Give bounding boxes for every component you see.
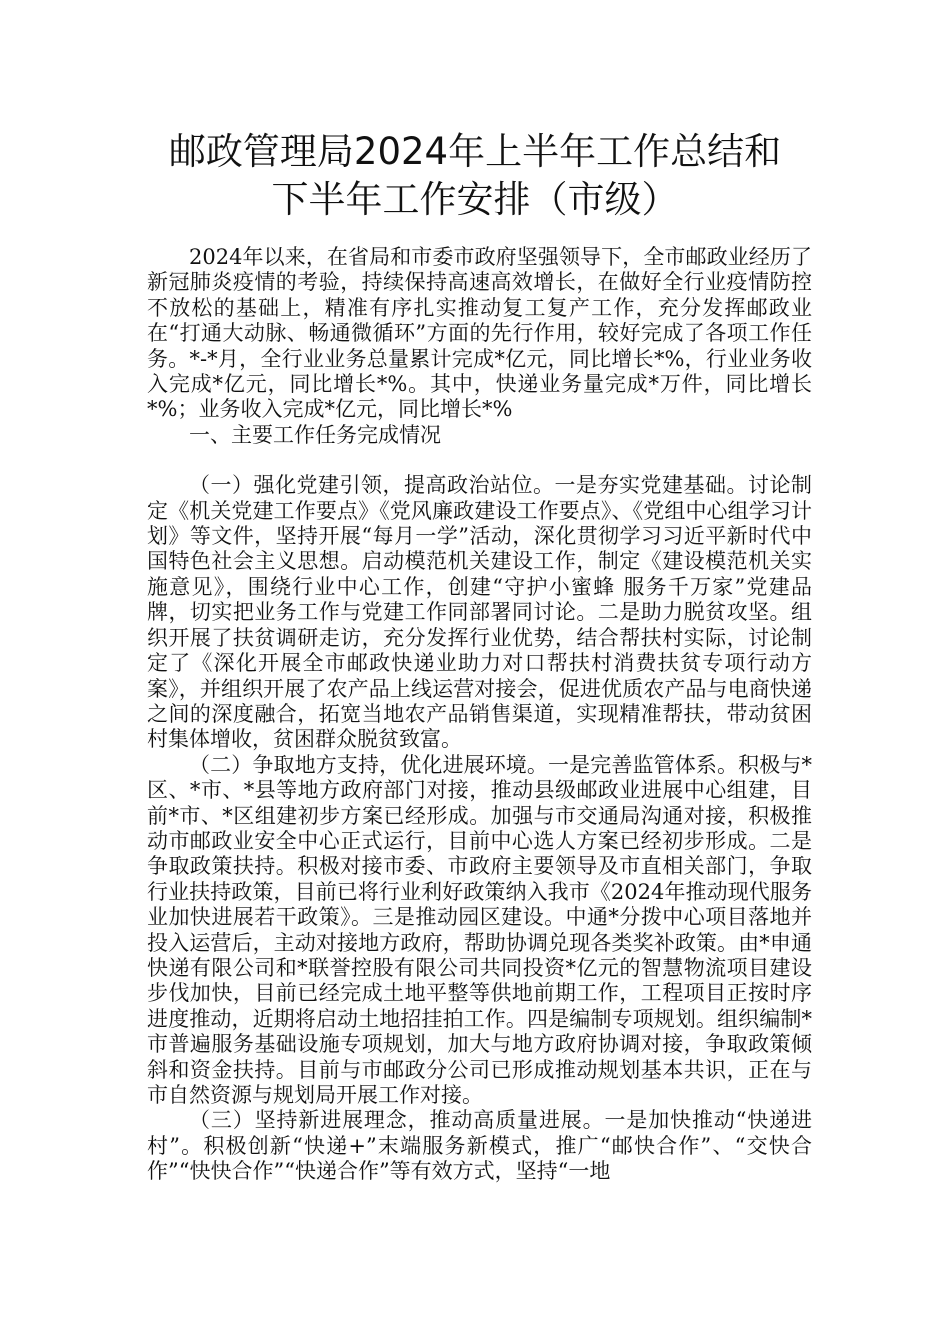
document-body (147, 245, 812, 1185)
paragraph-local-support: （二）争取地方支持，优化进展环境。一是完善监管体系。积极与*区、*市、*县等地方政府部门对接，推动县级邮政业进展中心组建，目前*市、*区组建初步方案已经形成。加强与市交通局沟通对接，积极推动市邮政业安全中心正式运行，目前中心选人方案已经初步形成。二是争取政策扶持。积极对接市委、市政府主要领导及市直相关部门，争取行业扶持政策，目前已将行业利好政策纳入我市《2024年推动现代服务业加快进展若干政策》。三是推动园区建设。中通*分拨中心项目落地并投入运营后，主动对接地方政府，帮助协调兑现各类奖补政策。由*申通快递有限公司和*联誉控股有限公司共同投资*亿元的智慧物流项目建设步伐加快，目前已经完成土地平整等供地前期工作，工程项目正按时序进度推动，近期将启动土地招挂拍工作。四是编制专项规划。组织编制*市普遍服务基础设施专项规划，加大与地方政府协调对接，争取政策倾斜和资金扶持。目前与市邮政分公司已形成推动规划基本共识，正在与市自然资源与规划局开展工作对接。 (147, 752, 812, 1107)
title-line-1: 邮政管理局2024年上半年工作总结和 (168, 130, 782, 173)
intro-paragraph: 2024年以来，在省局和市委市政府坚强领导下，全市邮政业经历了新冠肺炎疫情的考验，持续保持高速高效增长，在做好全行业疫情防控不放松的基础上，精准有序扎实推动复工复产工作，充分发挥邮政业在“打通大动脉、畅通微循环”方面的先行作用，较好完成了各项工作任务。*-*月，全行业业务总量累计完成*亿元，同比增长*%，行业业务收入完成*亿元，同比增长*%。其中，快递业务量完成*万件，同比增长*%；业务收入完成*亿元，同比增长*% (147, 245, 812, 422)
paragraph-party-building: （一）强化党建引领，提高政治站位。一是夯实党建基础。讨论制定《机关党建工作要点》《党风廉政建设工作要点》、《党组中心组学习计划》等文件，坚持开展“每月一学”活动，深化贯彻学习习近平新时代中国特色社会主义思想。启动模范机关建设工作，制定《建设模范机关实施意见》，围绕行业中心工作，创建“守护小蜜蜂 服务千万家”党建品牌，切实把业务工作与党建工作同部署同讨论。二是助力脱贫攻坚。组织开展了扶贫调研走访，充分发挥行业优势，结合帮扶村实际，讨论制定了《深化开展全市邮政快递业助力对口帮扶村消费扶贫专项行动方案》，并组织开展了农产品上线运营对接会，促进优质农产品与电商快递之间的深度融合，拓宽当地农产品销售渠道，实现精准帮扶，带动贫困村集体增收，贫困群众脱贫致富。 (147, 473, 812, 752)
title-line-2: 下半年工作安排（市级） (271, 178, 679, 221)
paragraph-new-development: （三）坚持新进展理念，推动高质量进展。一是加快推动“快递进村”。积极创新“快递+”末端服务新模式，推广“邮快合作”、“交快合作”“快快合作”“快递合作”等有效方式，坚持“一地 (147, 1108, 812, 1184)
document-title (100, 128, 850, 224)
section-heading: 一、主要工作任务完成情况 (189, 422, 441, 447)
